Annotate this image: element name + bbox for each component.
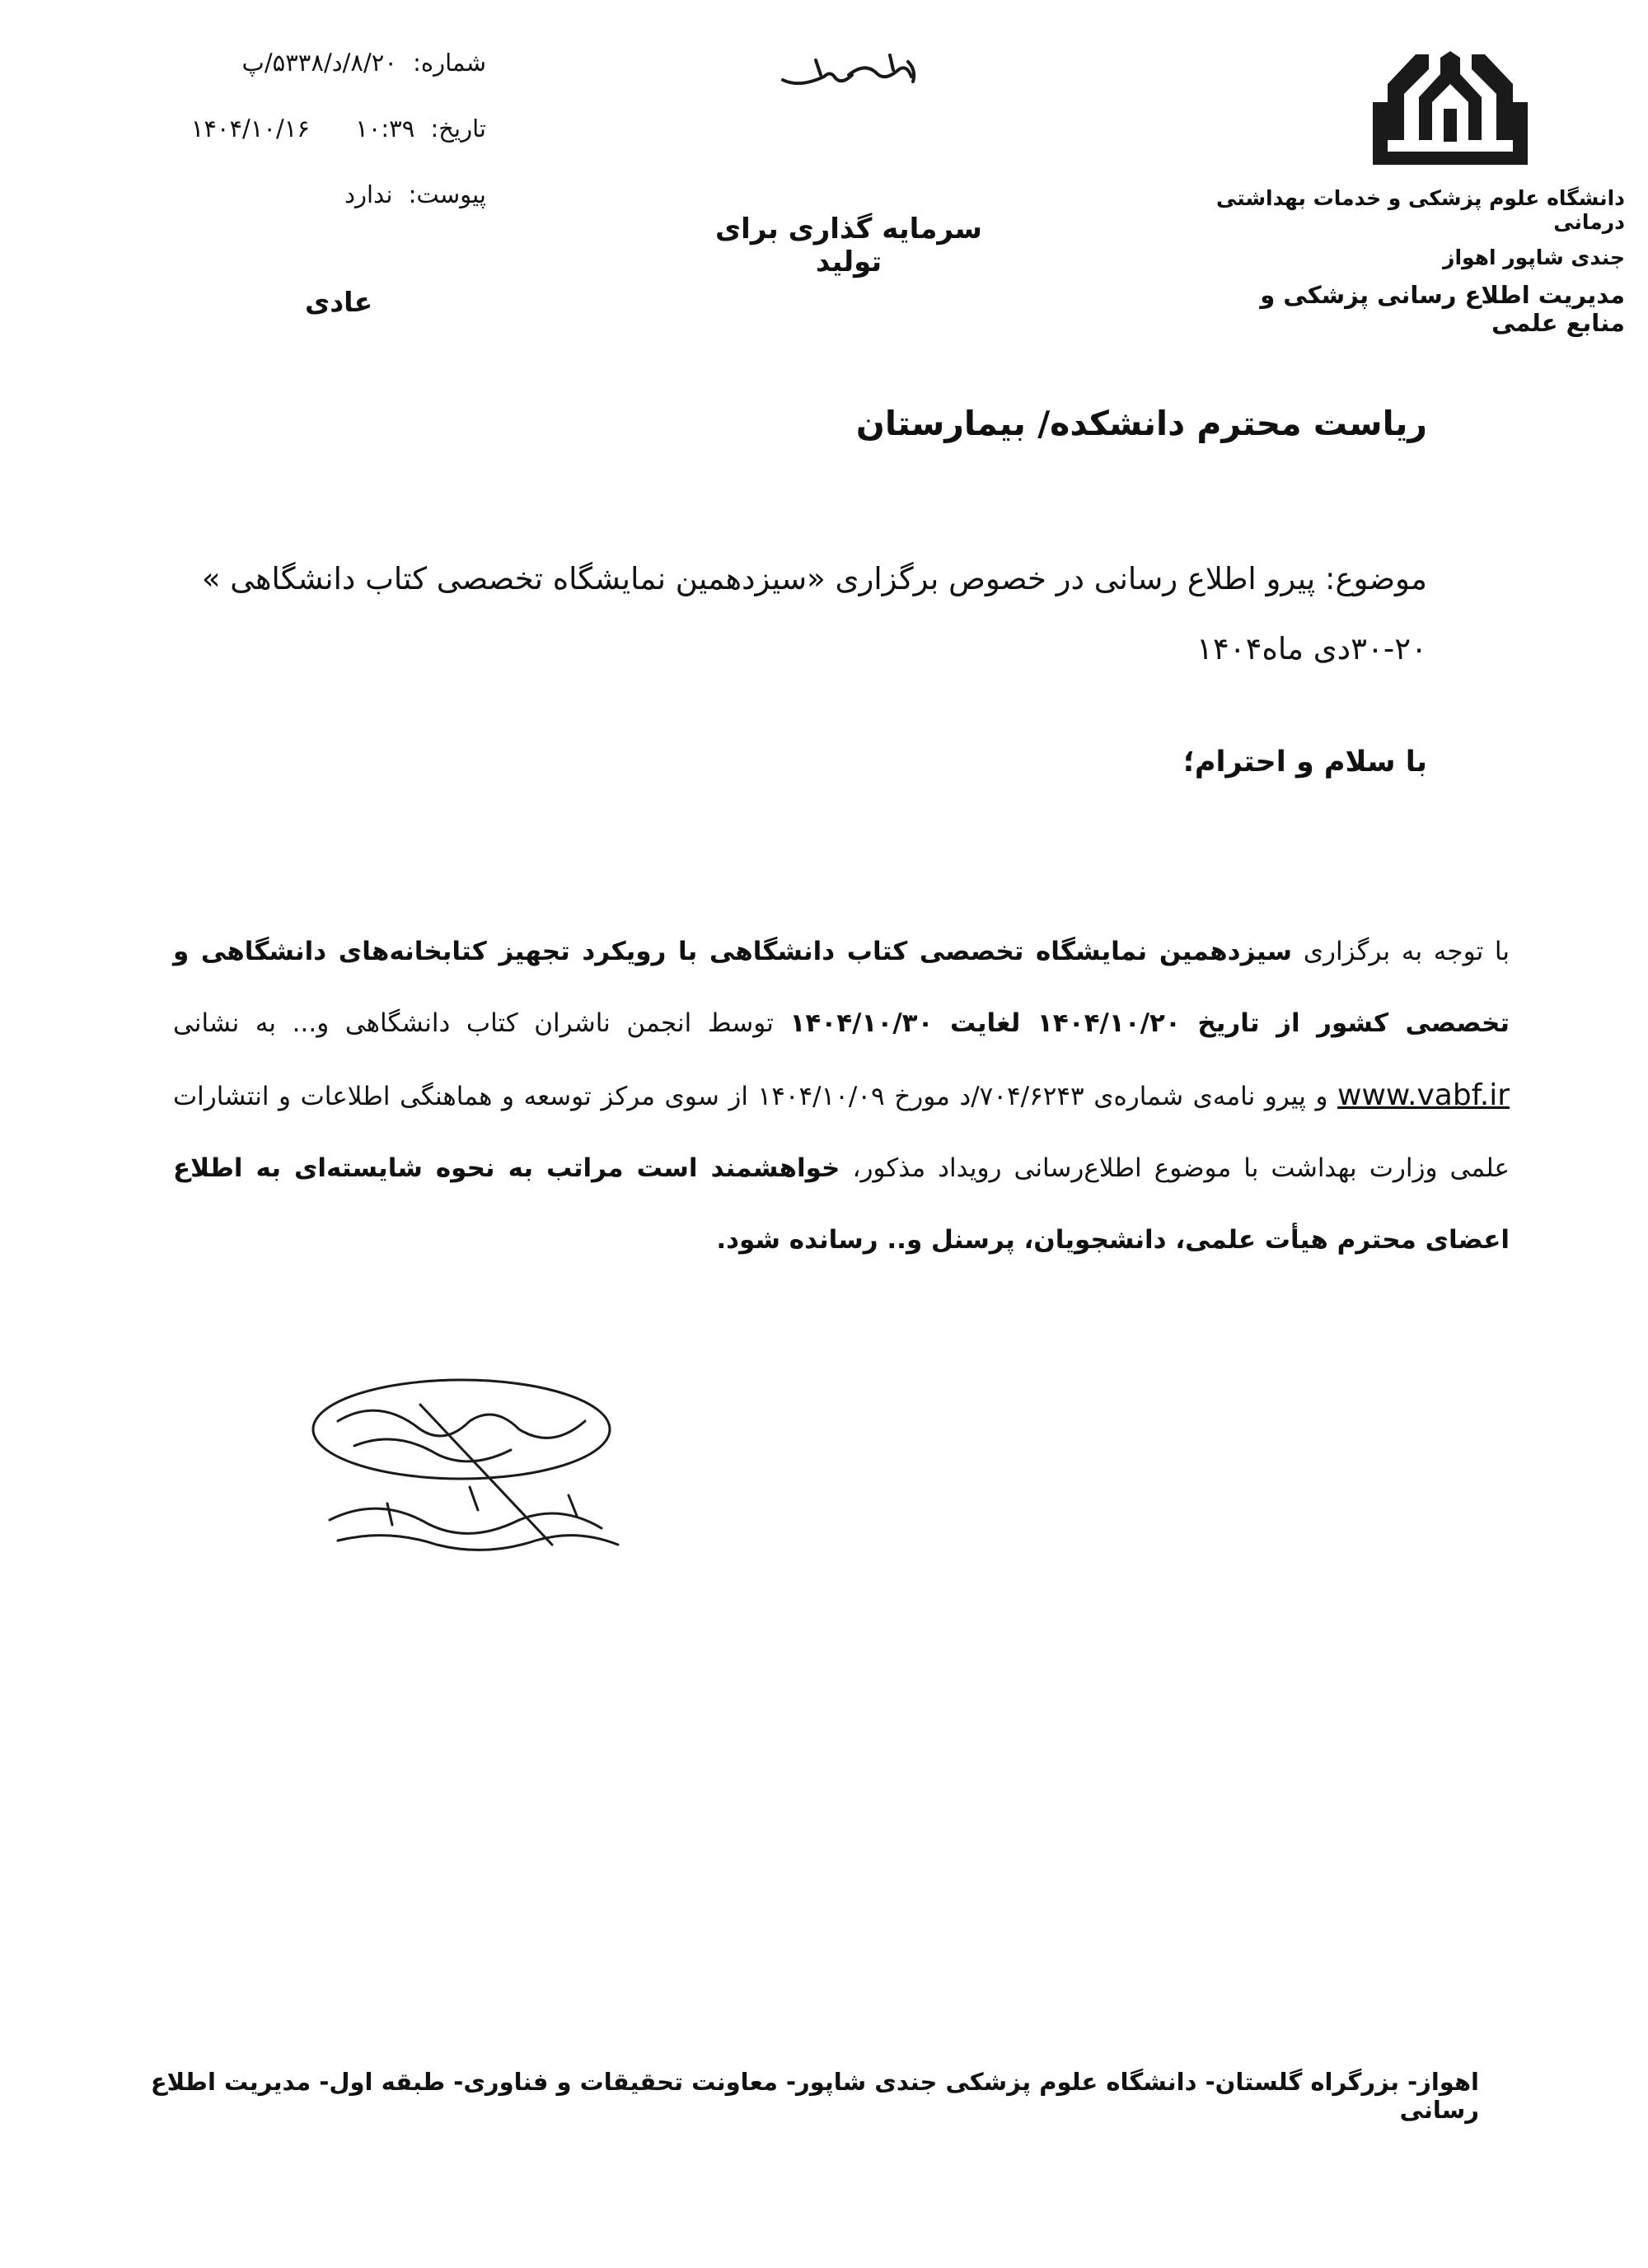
attachment-label: پیوست: [408,180,486,208]
slogan: سرمایه گذاری برای تولید [715,213,982,278]
letter-date-row [190,117,486,183]
body-part-c: توسط انجمن ناشران کتاب دانشگاهی و... به نشانی [173,1008,774,1038]
subject-label: موضوع: [1324,561,1427,596]
institution-line-3: مدیریت اطلاع رسانی پزشکی و منابع علمی [1260,281,1625,337]
body-part-a: با توجه به برگزاری [1303,937,1510,966]
greeting: با سلام و احترام؛ [1182,746,1427,779]
body-part-d: و پیرو نامه‌ی شماره‌ی ۷۰۴/۶۲۴۳/د مورخ ۱۴۰۴/۱۰/۰۹ از سوی مرکز توسعه و هماهنگی اطلاعات و انتشارات علمی وزارت بهداشت با موضوع اطلاع‌رسانی رویداد مذکور، [173,1082,1510,1183]
time-value: ۱۰:۳۹ [355,115,415,143]
event-website-link[interactable]: www.vabf.ir [1337,1078,1510,1112]
footer-address: اهواز- بزرگراه گلستان- دانشگاه علوم پزشکی جندی شاپور- معاونت تحقیقات و فناوری- طبقه اول- مدیریت اطلاع رسانی [150,2068,1479,2124]
date-value: ۱۴۰۴/۱۰/۱۶ [190,115,310,143]
bismillah-calligraphy [766,45,931,95]
letter-meta [190,51,486,249]
subject-text: پیرو اطلاع رسانی در خصوص برگزاری «سیزدهمین نمایشگاه تخصصی کتاب دانشگاهی » [201,561,1316,596]
institution-line-2: جندی شاپور اهواز [1443,246,1625,269]
priority-label: عادی [305,286,373,318]
attachment-value: ندارد [344,180,393,208]
addressee: ریاست محترم دانشکده/ بیمارستان [855,404,1427,443]
number-label: شماره: [413,49,486,77]
letter-number-row [190,51,486,117]
subject-block [109,544,1427,684]
letter-body [173,916,1510,1276]
university-logo [1368,51,1533,168]
institution-line-1: دانشگاه علوم پزشکی و خدمات بهداشتی درمانی [1215,186,1625,234]
handwritten-signature [305,1372,651,1561]
institution-block [1196,186,1625,337]
number-value: ۸/۲۰/د/۵۳۳۸/پ [241,49,397,77]
body-part-e: خواهشمند است مراتب به نحوه شایسته‌ای به اطلاع اعضای محترم هیأت علمی، دانشجویان، پرسنل و.. رسانده شود. [173,1153,1510,1255]
attachment-row [190,180,486,249]
body-part-b: سیزدهمین نمایشگاه تخصصی کتاب دانشگاهی با رویکرد تجهیز کتابخانه‌های دانشگاهی و تخصصی کشور از تاریخ ۱۴۰۴/۱۰/۲۰ لغایت ۱۴۰۴/۱۰/۳۰ [173,937,1510,1038]
date-label: تاریخ: [430,115,486,143]
subject-dates: ۳۰-۲۰دی ماه۱۴۰۴ [1196,631,1427,666]
